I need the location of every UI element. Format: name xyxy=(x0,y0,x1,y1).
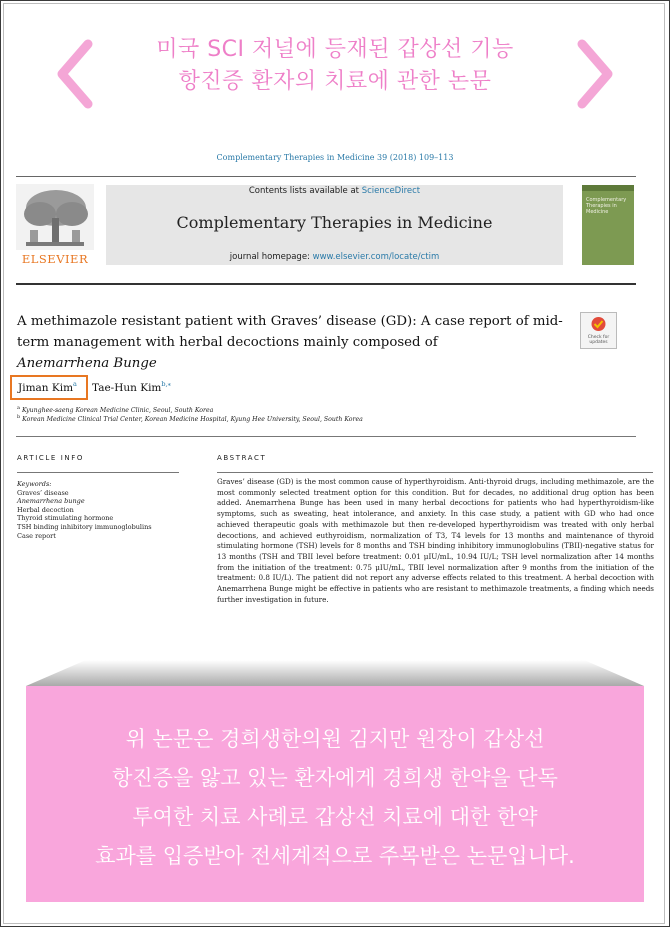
author-1-affil-mark: a xyxy=(73,380,77,388)
chevron-right-icon[interactable] xyxy=(562,38,622,110)
affiliation-a-text: Kyunghee-saeng Korean Medicine Clinic, Seoul, South Korea xyxy=(21,407,214,414)
caption-text xyxy=(26,720,644,876)
journal-cover-thumbnail xyxy=(582,185,634,265)
check-for-updates-label: Check for updates xyxy=(587,335,610,345)
affiliation-b xyxy=(17,414,363,423)
caption-line-3: 투여한 치료 사례로 갑상선 치료에 대한 한약 xyxy=(132,805,538,829)
journal-citation: Complementary Therapies in Medicine 39 (2018) 109–113 xyxy=(216,153,454,162)
affiliation-b-text: Korean Medicine Clinical Trial Center, Korean Medicine Hospital, Kyung Hee University, Seoul, South Korea xyxy=(22,416,363,423)
journal-title: Complementary Therapies in Medicine xyxy=(176,213,493,232)
author-1-name: Jiman Kim xyxy=(18,382,74,394)
keyword: TSH binding inhibitory immunoglobulins xyxy=(17,522,152,531)
article-title-italic: Anemarrhena Bunge xyxy=(17,356,157,371)
abstract-text: Graves’ disease (GD) is the most common cause of hyperthyroidism. Anti-thyroid drugs, including methimazole, are the most commonly selected treatment option for this condition. But for decades, no additional drug option has been added. Anemarrhena Bunge has been used in many herbal decoctions for patients who had hyperthyroidism-like symptoms, such as sweating, heat intolerance, and anxiety. In this case study, a patient with GD who had once achieved therapeutic goals with methimazole but then re-developed hyperthyroidism was treated with only herbal decoctions, and achieved euthyroidism, normalization of T3, T4 levels for 13 months and maintenance of thyroid stimulating hormone (TSH) levels for 8 months and TSH binding inhibitory immunoglobulins (TBII)-negative status for 13 months (TSH and TBII level before treatment: 0.01 μIU/mL, 10.94 IU/L; TSH level normalization after 14 months from the initiation of the treatment: 0.75 μIU/mL, TBII level normalization after 9 months from the initiation of the treatment: 0.8 IU/L). The patient did not report any adverse effects related to this treatment. A herbal decoction with Anemarrhena Bunge might be effective in patients who are resistant to methimazole treatments, a finding which needs further investigation in future. xyxy=(217,477,654,604)
title-line-2: 항진증 환자의 치료에 관한 논문 xyxy=(178,69,492,94)
author-1 xyxy=(18,380,77,394)
keyword: Anemarrhena bunge xyxy=(17,497,85,506)
sciencedirect-link[interactable]: ScienceDirect xyxy=(361,186,421,196)
keyword: Case report xyxy=(17,531,56,540)
homepage-link[interactable]: www.elsevier.com/locate/ctim xyxy=(312,252,440,262)
author-2-affil-mark: b,⁎ xyxy=(161,380,171,388)
keywords-heading: Keywords: xyxy=(17,480,52,488)
contents-line xyxy=(106,186,563,196)
abstract-rule xyxy=(217,472,653,473)
caption-line-2: 항진증을 앓고 있는 환자에게 경희생 한약을 단독 xyxy=(112,766,558,790)
contents-prefix: Contents lists available at xyxy=(248,186,362,196)
article-title-main: A methimazole resistant patient with Graves’ disease (GD): A case report of mid-term management with herbal decoctions mainly composed of xyxy=(17,314,563,350)
cover-text: Complementary Therapies in Medicine xyxy=(586,197,627,215)
affiliation-b-mark: b xyxy=(17,414,21,420)
journal-homepage xyxy=(106,252,563,262)
cover-top-band xyxy=(582,185,634,191)
publisher-logo: ELSEVIER xyxy=(21,252,89,266)
header-rule xyxy=(16,283,636,285)
check-for-updates-icon xyxy=(581,313,616,335)
keyword: Herbal decoction xyxy=(17,505,74,514)
abstract-heading: ABSTRACT xyxy=(217,454,267,462)
chevron-left-icon[interactable] xyxy=(48,38,108,110)
affiliation-a-mark: a xyxy=(17,405,20,411)
article-info-rule xyxy=(17,472,179,473)
section-rule xyxy=(16,436,636,437)
affiliation-a xyxy=(17,405,213,414)
keywords-list xyxy=(17,480,187,540)
keyword: Thyroid stimulating hormone xyxy=(17,514,114,523)
keyword: Graves’ disease xyxy=(17,488,69,497)
caption-box xyxy=(26,686,644,902)
author-2-name: Tae-Hun Kim xyxy=(92,382,162,394)
page-title xyxy=(100,34,570,98)
top-rule xyxy=(16,176,636,177)
author-2 xyxy=(92,380,171,394)
homepage-prefix: journal homepage: xyxy=(229,252,313,262)
caption-line-4: 효과를 입증받아 전세계적으로 주목받은 논문입니다. xyxy=(95,844,575,868)
article-info-heading: ARTICLE INFO xyxy=(17,454,84,462)
caption-line-1: 위 논문은 경희생한의원 김지만 원장이 갑상선 xyxy=(125,727,545,751)
title-line-1: 미국 SCI 저널에 등재된 갑상선 기능 xyxy=(156,37,514,62)
check-for-updates-badge[interactable] xyxy=(580,312,617,349)
article-title xyxy=(17,311,577,374)
caption-shadow xyxy=(26,660,644,686)
